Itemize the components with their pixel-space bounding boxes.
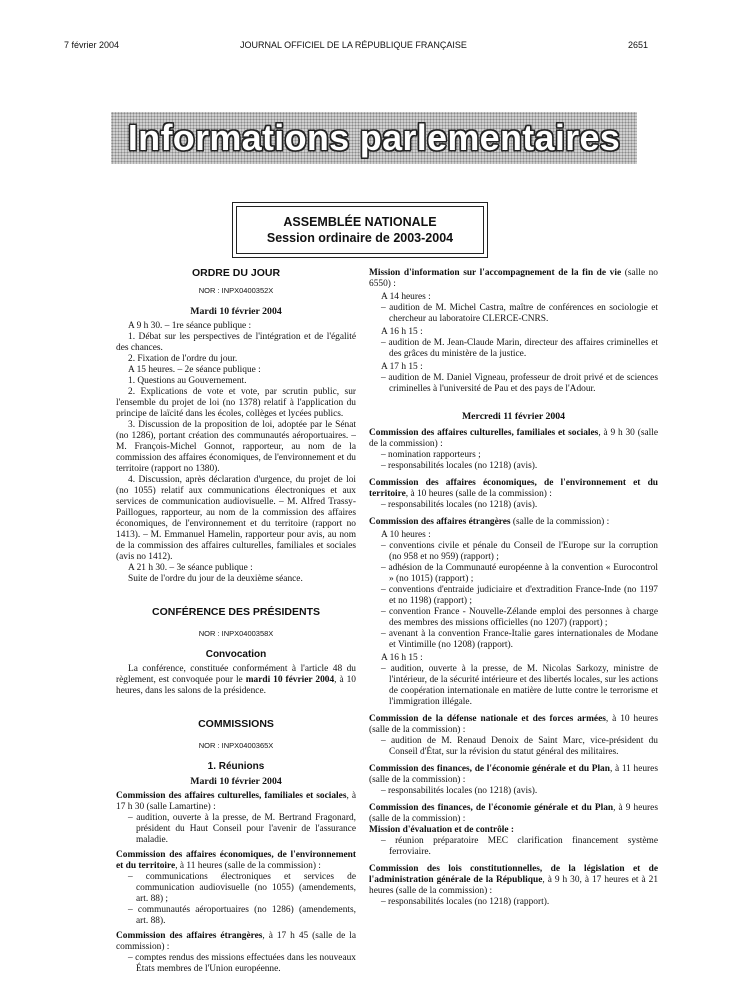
commission-entry: Commission des affaires économiques, de l'environnement et du territoire, à 11 heures (salle de la commission) : bbox=[116, 850, 356, 871]
banner-title: Informations parlementaires bbox=[127, 117, 621, 158]
day-heading: Mercredi 11 février 2004 bbox=[461, 411, 566, 422]
commissions-heading: COMMISSIONS bbox=[198, 718, 274, 730]
agenda-item: – avenant à la convention France-Italie gares internationales de Modane et Vintimille (no 1208) (rapport). bbox=[381, 629, 658, 650]
commission-entry: Commission des affaires économiques, de l'environnement et du territoire, à 10 heures (salle de la commission) : bbox=[369, 478, 658, 499]
agenda-item: – nomination rapporteurs ; bbox=[381, 450, 481, 460]
ordre-item: 1. Débat sur les perspectives de l'intégration et de l'égalité des chances. bbox=[116, 332, 356, 353]
time-label: A 16 h 15 : bbox=[381, 653, 423, 663]
agenda-item: – responsabilités locales (no 1218) (avis). bbox=[381, 461, 538, 471]
agenda-item: – convention France - Nouvelle-Zélande emploi des personnes à charge des membres des missions officielles (no 1207) (rapport) ; bbox=[381, 607, 658, 628]
agenda-item: – responsabilités locales (no 1218) (avis). bbox=[381, 500, 538, 510]
agenda-item: – conventions d'entraide judiciaire et d'extradition France-Inde (no 1197 et no 1198) (rapport) ; bbox=[381, 585, 658, 606]
agenda-item: – audition de M. Daniel Vigneau, professeur de droit privé et de sciences criminelles à l'université de Pau et des pays de l'Adour. bbox=[381, 373, 658, 394]
ordre-item: 4. Discussion, après déclaration d'urgence, du projet de loi (no 1055) relatif aux communications électroniques et aux services de communication audiovisuelle. – M. Alfred Trassy-Paillogues, rapporteur, au nom de la commission des affaires économiques, de l'environnement et du territoire (rapport no 1413). – M. Emmanuel Hamelin, rapporteur pour avis, au nom de la commission des affaires culturelles, familiales et sociales (avis no 1412). bbox=[116, 475, 356, 562]
time-label: A 14 heures : bbox=[381, 292, 431, 302]
mission-subheading: Mission d'évaluation et de contrôle : bbox=[369, 825, 515, 835]
ordre-session-3: A 21 h 30. – 3e séance publique : bbox=[128, 563, 253, 573]
commission-entry: Commission de la défense nationale et des forces armées, à 10 heures (salle de la commission) : bbox=[369, 714, 658, 735]
agenda-item: – audition, ouverte à la presse, de M. Bertrand Fragonard, président du Haut Conseil pour l'avenir de l'assurance maladie. bbox=[128, 813, 356, 845]
commission-entry: Commission des affaires étrangères (salle de la commission) : bbox=[369, 517, 610, 527]
ordre-session-2: A 15 heures. – 2e séance publique : bbox=[128, 365, 261, 375]
commission-entry: Commission des affaires culturelles, familiales et sociales, à 17 h 30 (salle Lamartine) : bbox=[116, 791, 356, 812]
ordre-item: 3. Discussion de la proposition de loi, adoptée par le Sénat (no 1286), portant création des communautés aéroportuaires. – M. François-Michel Gonnot, rapporteur, au nom de la commission des affaires économiques, de l'environnement et du territoire (rapport no 1380). bbox=[116, 420, 356, 474]
commission-entry: Commission des lois constitutionnelles, de la législation et de l'administration générale de la République, à 9 h 30, à 17 heures et à 21 heures (salle de la commission) : bbox=[369, 864, 659, 896]
agenda-item: – communautés aéroportuaires (no 1286) (amendements, art. 88). bbox=[128, 905, 356, 926]
assembly-box bbox=[232, 202, 488, 258]
agenda-item: – audition de M. Michel Castra, maître de conférences en sociologie et chercheur au laboratoire CLERCE-CNRS. bbox=[381, 303, 658, 324]
commission-entry: Commission des finances, de l'économie générale et du Plan, à 9 heures (salle de la commission) : bbox=[369, 803, 658, 824]
agenda-item: – réunion préparatoire MEC clarification financement système ferroviaire. bbox=[381, 836, 658, 857]
ordre-item: 1. Questions au Gouvernement. bbox=[128, 376, 247, 386]
ordre-session-1: A 9 h 30. – 1re séance publique : bbox=[128, 321, 252, 331]
commission-entry: Commission des affaires culturelles, familiales et sociales, à 9 h 30 (salle de la commission) : bbox=[369, 428, 658, 449]
ordre-item: 2. Fixation de l'ordre du jour. bbox=[128, 354, 238, 364]
time-label: A 16 h 15 : bbox=[381, 327, 423, 337]
agenda-item: – audition, ouverte à la presse, de M. Nicolas Sarkozy, ministre de l'intérieur, de la sécurité intérieure et des libertés locales, sur les actions de coopération internationale en matière de lutte contre le terrorisme et l'immigration illégale. bbox=[381, 664, 658, 707]
reunions-heading: 1. Réunions bbox=[207, 761, 265, 772]
mission-entry: Mission d'information sur l'accompagnement de la fin de vie (salle no 6550) : bbox=[369, 268, 658, 289]
commissions-nor: NOR : INPX0400365X bbox=[198, 741, 274, 750]
agenda-item: – adhésion de la Communauté européenne à la convention « Eurocontrol » (no 1015) (rapport) ; bbox=[381, 563, 658, 584]
ordre-heading: ORDRE DU JOUR bbox=[191, 267, 281, 279]
agenda-item: – audition de M. Jean-Claude Marin, directeur des affaires criminelles et des grâces du ministère de la justice. bbox=[381, 338, 658, 359]
ordre-item: Suite de l'ordre du jour de la deuxième séance. bbox=[128, 574, 303, 584]
ordre-nor: NOR : INPX0400352X bbox=[198, 286, 274, 295]
assembly-name: ASSEMBLÉE NATIONALE bbox=[283, 215, 437, 229]
session-name: Session ordinaire de 2003-2004 bbox=[266, 231, 454, 245]
agenda-item: – responsabilités locales (no 1218) (rapport). bbox=[381, 897, 550, 907]
conf-nor: NOR : INPX0400358X bbox=[198, 629, 274, 638]
commissions-day: Mardi 10 février 2004 bbox=[190, 776, 282, 787]
header-page-number: 2651 bbox=[628, 40, 649, 50]
section-banner bbox=[111, 112, 637, 164]
conf-convocation: Convocation bbox=[205, 649, 267, 660]
commission-entry: Commission des finances, de l'économie générale et du Plan, à 11 heures (salle de la commission) : bbox=[369, 764, 658, 785]
header-journal-title: JOURNAL OFFICIEL DE LA RÉPUBLIQUE FRANÇAISE bbox=[240, 40, 467, 50]
time-label: A 17 h 15 : bbox=[381, 362, 423, 372]
agenda-item: – communications électroniques et services de communication audiovisuelle (no 1055) (amendements, art. 88) ; bbox=[128, 872, 356, 904]
commission-entry: Commission des affaires étrangères, à 17 h 45 (salle de la commission) : bbox=[116, 931, 357, 952]
ordre-day: Mardi 10 février 2004 bbox=[190, 306, 282, 317]
agenda-item: – comptes rendus des missions effectuées dans les nouveaux États membres de l'Union européenne. bbox=[128, 953, 356, 974]
conf-heading: CONFÉRENCE DES PRÉSIDENTS bbox=[151, 606, 321, 618]
header-date: 7 février 2004 bbox=[64, 40, 120, 50]
agenda-item: – audition de M. Renaud Denoix de Saint Marc, vice-président du Conseil d'État, sur la révision du statut général des militaires. bbox=[381, 736, 658, 757]
left-column bbox=[116, 268, 356, 975]
conf-text: La conférence, constituée conformément à l'article 48 du règlement, est convoquée pour le mardi 10 février 2004, à 10 heures, dans les salons de la présidence. bbox=[116, 664, 356, 696]
time-label: A 10 heures : bbox=[381, 530, 431, 540]
right-column bbox=[369, 268, 658, 908]
agenda-item: – conventions civile et pénale du Conseil de l'Europe sur la corruption (no 958 et no 959) (rapport) ; bbox=[381, 541, 658, 562]
agenda-item: – responsabilités locales (no 1218) (avis). bbox=[381, 786, 538, 796]
ordre-item: 2. Explications de vote et vote, par scrutin public, sur l'ensemble du projet de loi (no 1378) relatif à l'application du principe de laïcité dans les écoles, collèges et lycées publics. bbox=[116, 387, 356, 419]
